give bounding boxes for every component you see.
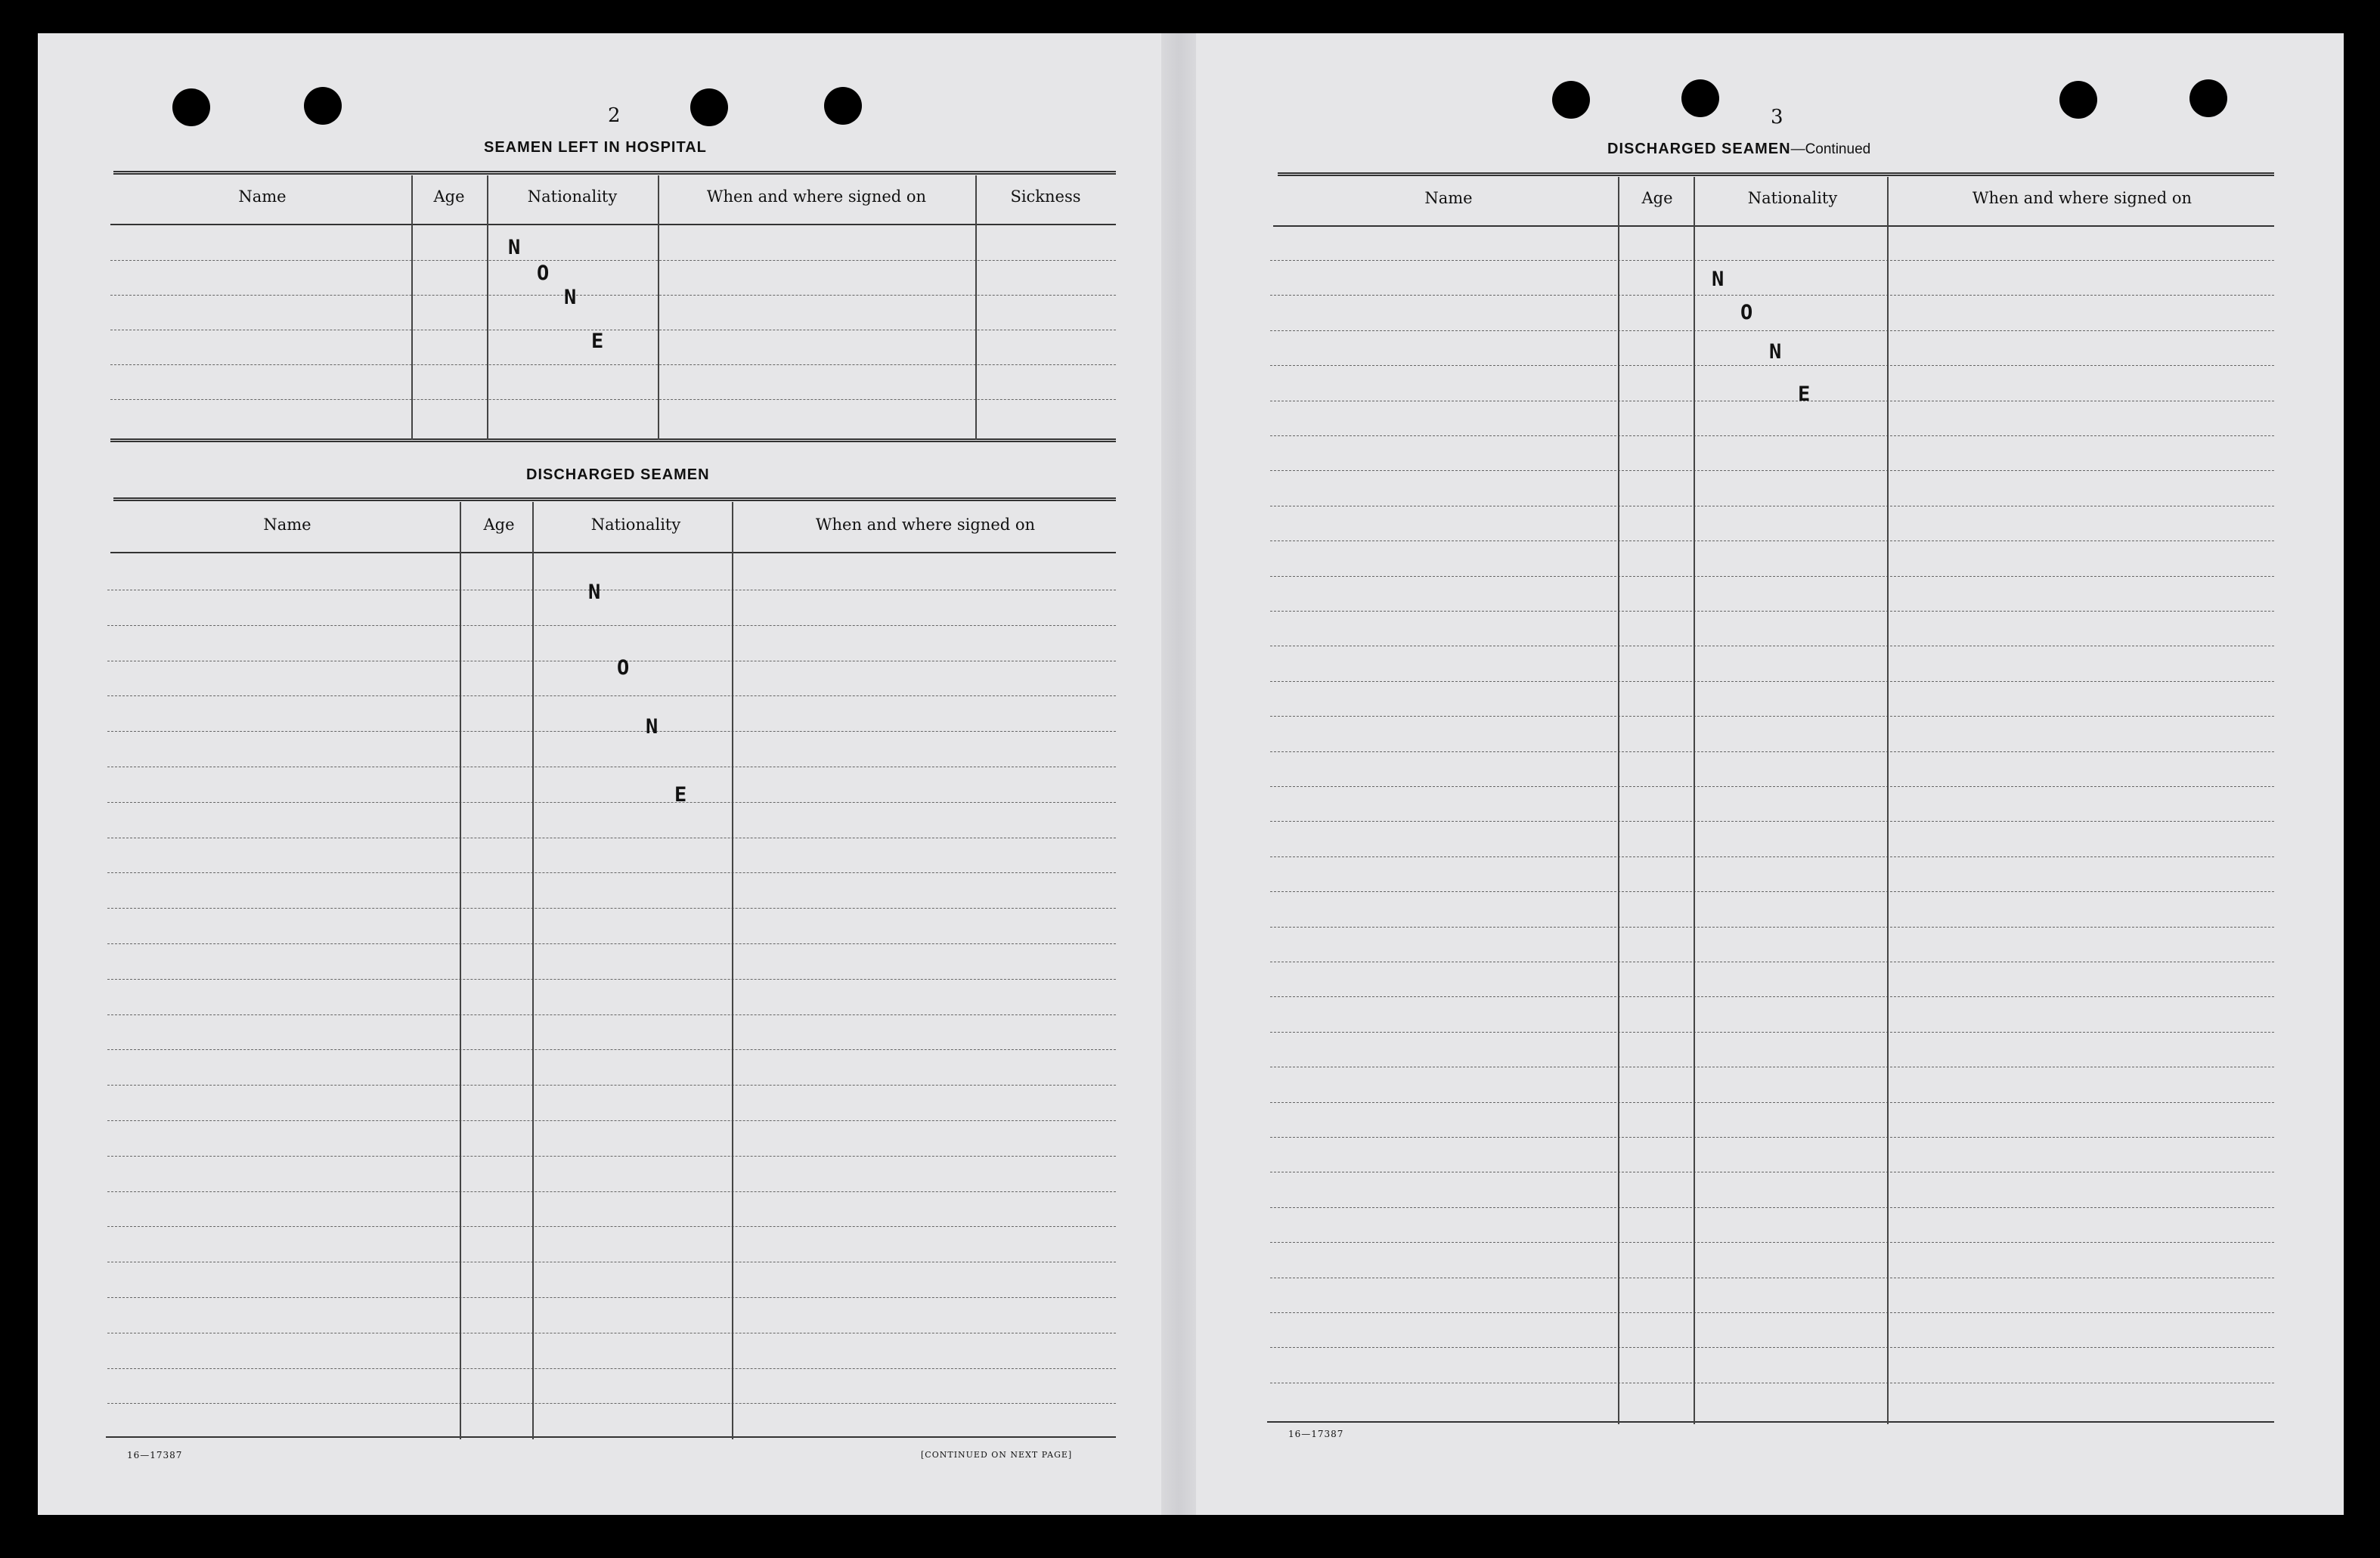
row-rule bbox=[1270, 681, 2274, 682]
column-header-age: Age bbox=[1641, 189, 1673, 207]
row-rule bbox=[107, 695, 1116, 696]
punch-hole bbox=[1681, 79, 1719, 117]
typed-letter: N bbox=[1769, 340, 1782, 364]
row-rule bbox=[1270, 365, 2274, 366]
discharged-continued-title bbox=[1607, 141, 1870, 158]
row-rule bbox=[1270, 611, 2274, 612]
row-rule bbox=[1270, 927, 2274, 928]
row-rule bbox=[1270, 786, 2274, 787]
page-number: 3 bbox=[1771, 106, 1783, 129]
row-rule bbox=[107, 1014, 1116, 1015]
row-rule bbox=[107, 1085, 1116, 1086]
row-rule bbox=[107, 1120, 1116, 1121]
typed-letter: N bbox=[564, 286, 577, 309]
row-rule bbox=[1270, 260, 2274, 261]
row-rule bbox=[107, 1297, 1116, 1298]
table-top-border bbox=[1278, 172, 2274, 176]
punch-hole bbox=[690, 88, 728, 126]
row-rule bbox=[107, 1226, 1116, 1227]
row-rule bbox=[1270, 576, 2274, 577]
table-top-border bbox=[113, 171, 1116, 175]
continued-note: [CONTINUED ON NEXT PAGE] bbox=[921, 1450, 1073, 1460]
row-rule bbox=[107, 908, 1116, 909]
table-bottom-border bbox=[1267, 1421, 2274, 1423]
column-divider bbox=[1618, 177, 1619, 1424]
row-rule bbox=[107, 872, 1116, 873]
punch-hole bbox=[824, 87, 862, 125]
row-rule bbox=[107, 731, 1116, 732]
row-rule bbox=[1270, 540, 2274, 541]
section-title-text: DISCHARGED SEAMEN bbox=[1607, 141, 1791, 157]
column-divider bbox=[658, 175, 659, 440]
typed-letter: O bbox=[537, 262, 550, 285]
column-header-name: Name bbox=[238, 187, 287, 206]
typed-letter: N bbox=[588, 581, 601, 604]
row-rule bbox=[107, 625, 1116, 626]
row-rule bbox=[1270, 821, 2274, 822]
punch-hole bbox=[1552, 81, 1590, 119]
typed-letter: O bbox=[1740, 301, 1753, 324]
row-rule bbox=[107, 1191, 1116, 1192]
column-divider bbox=[1694, 177, 1695, 1424]
column-header-age: Age bbox=[483, 516, 515, 534]
row-rule bbox=[1270, 435, 2274, 436]
column-divider bbox=[975, 175, 977, 440]
row-rule bbox=[107, 1049, 1116, 1050]
section-title-suffix: —Continued bbox=[1790, 141, 1871, 157]
table-top-border bbox=[113, 497, 1116, 501]
row-rule bbox=[1270, 1032, 2274, 1033]
column-divider bbox=[487, 175, 488, 440]
typed-letter: E bbox=[674, 783, 687, 807]
typed-letter: O bbox=[617, 656, 630, 680]
typed-letter: E bbox=[1798, 383, 1811, 406]
column-header-nationality: Nationality bbox=[1747, 189, 1838, 207]
row-rule bbox=[1270, 891, 2274, 892]
typed-letter: N bbox=[1712, 268, 1725, 291]
column-divider bbox=[460, 502, 461, 1439]
column-divider bbox=[411, 175, 413, 440]
row-rule bbox=[1270, 716, 2274, 717]
row-rule bbox=[1270, 1312, 2274, 1313]
column-header-nationality: Nationality bbox=[590, 516, 681, 534]
typed-letter: N bbox=[508, 236, 521, 259]
row-rule bbox=[1270, 856, 2274, 857]
discharged-section-title: DISCHARGED SEAMEN bbox=[526, 466, 710, 483]
row-rule bbox=[1270, 751, 2274, 752]
typed-letter: N bbox=[646, 715, 659, 739]
column-header-signed-on: When and where signed on bbox=[706, 187, 927, 206]
row-rule bbox=[1270, 1137, 2274, 1138]
column-header-age: Age bbox=[433, 187, 465, 206]
punch-hole bbox=[2189, 79, 2227, 117]
typed-letter: E bbox=[591, 330, 604, 353]
row-rule bbox=[1270, 996, 2274, 997]
row-rule bbox=[1270, 295, 2274, 296]
header-rule bbox=[1273, 225, 2274, 227]
form-number: 16—17387 bbox=[1288, 1429, 1344, 1439]
column-header-name: Name bbox=[263, 516, 311, 534]
header-rule bbox=[110, 224, 1116, 225]
row-rule bbox=[107, 1156, 1116, 1157]
punch-hole bbox=[172, 88, 210, 126]
row-rule bbox=[1270, 1207, 2274, 1208]
column-divider bbox=[1887, 177, 1889, 1424]
punch-hole bbox=[304, 87, 342, 125]
punch-hole bbox=[2059, 81, 2097, 119]
column-header-name: Name bbox=[1424, 189, 1473, 207]
row-rule bbox=[1270, 1242, 2274, 1243]
form-number: 16—17387 bbox=[127, 1450, 183, 1460]
column-header-signed-on: When and where signed on bbox=[815, 516, 1036, 534]
row-rule bbox=[1270, 330, 2274, 331]
row-rule bbox=[107, 1403, 1116, 1404]
table-bottom-border bbox=[110, 438, 1116, 442]
header-rule bbox=[110, 552, 1116, 553]
row-rule bbox=[1270, 470, 2274, 471]
table-bottom-border bbox=[106, 1436, 1116, 1438]
row-rule bbox=[1270, 1347, 2274, 1348]
column-divider bbox=[732, 502, 733, 1439]
page-number: 2 bbox=[608, 104, 621, 127]
column-header-sickness: Sickness bbox=[1010, 187, 1081, 206]
column-header-signed-on: When and where signed on bbox=[1972, 189, 2193, 207]
row-rule bbox=[107, 1368, 1116, 1369]
hospital-section-title: SEAMEN LEFT IN HOSPITAL bbox=[484, 139, 707, 156]
column-divider bbox=[532, 502, 534, 1439]
row-rule bbox=[107, 943, 1116, 944]
row-rule bbox=[107, 979, 1116, 980]
row-rule bbox=[107, 802, 1116, 803]
page-gutter bbox=[1161, 33, 1196, 1515]
row-rule bbox=[1270, 1102, 2274, 1103]
column-header-nationality: Nationality bbox=[527, 187, 618, 206]
